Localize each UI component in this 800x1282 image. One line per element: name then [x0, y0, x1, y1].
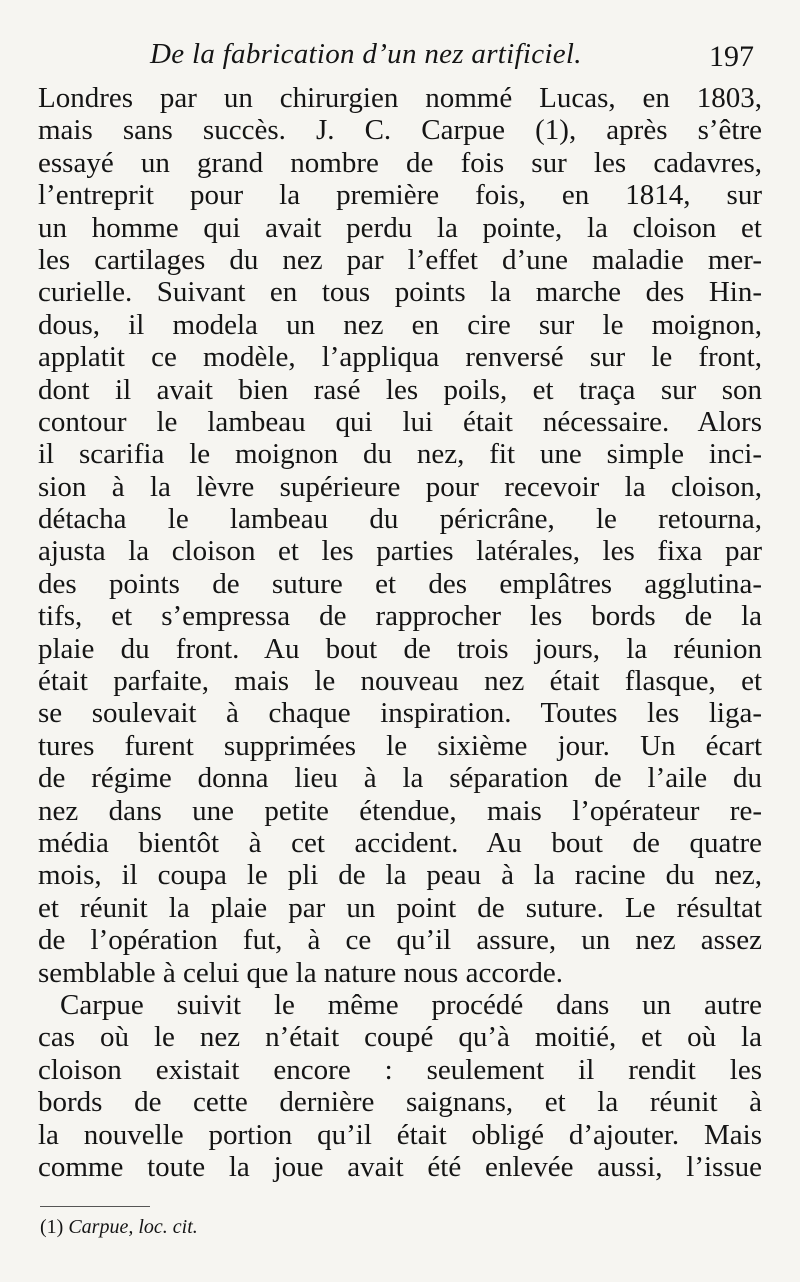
text-line: il scarifia le moignon du nez, fit une simple inci-	[38, 438, 762, 471]
footnote-rule	[40, 1206, 150, 1207]
text-line: était parfaite, mais le nouveau nez était flasque, et	[38, 665, 762, 698]
page-number: 197	[709, 40, 754, 73]
text-line: curielle. Suivant en tous points la marche des Hin-	[38, 276, 762, 309]
text-line: essayé un grand nombre de fois sur les cadavres,	[38, 146, 762, 179]
footnote	[40, 1216, 198, 1239]
text-line: cas où le nez n’était coupé qu’à moitié, et où la	[38, 1021, 762, 1054]
text-line: mais sans succès. J. C. Carpue (1), après s’être	[38, 114, 762, 147]
text-line: se soulevait à chaque inspiration. Toutes les liga-	[38, 697, 762, 730]
text-line: nez dans une petite étendue, mais l’opérateur re-	[38, 794, 762, 827]
footnote-text: Carpue, loc. cit.	[68, 1216, 198, 1238]
text-line: contour le lambeau qui lui était nécessaire. Alors	[38, 405, 762, 438]
text-line: ajusta la cloison et les parties latérales, les fixa par	[38, 535, 762, 568]
text-line: de l’opération fut, à ce qu’il assure, un nez assez	[38, 924, 762, 957]
text-line: sion à la lèvre supérieure pour recevoir la cloison,	[38, 470, 762, 503]
text-line: applatit ce modèle, l’appliqua renversé sur le front,	[38, 341, 762, 374]
text-line: les cartilages du nez par l’effet d’une maladie mer-	[38, 243, 762, 276]
text-line: et réunit la plaie par un point de suture. Le résultat	[38, 891, 762, 924]
text-line: dous, il modela un nez en cire sur le moignon,	[38, 308, 762, 341]
running-title: De la fabrication d’un nez artificiel.	[150, 38, 582, 70]
text-line: détacha le lambeau du péricrâne, le retourna,	[38, 503, 762, 536]
text-line: média bientôt à cet accident. Au bout de quatre	[38, 826, 762, 859]
text-line: semblable à celui que la nature nous accorde.	[38, 956, 563, 989]
text-line: bords de cette dernière saignans, et la réunit à	[38, 1086, 762, 1119]
body-text	[38, 82, 762, 1183]
text-line: la nouvelle portion qu’il était obligé d’ajouter. Mais	[38, 1118, 762, 1151]
text-line: Londres par un chirurgien nommé Lucas, en 1803,	[38, 82, 762, 114]
text-line: des points de suture et des emplâtres agglutina-	[38, 567, 762, 600]
text-line: Carpue suivit le même procédé dans un autre	[60, 988, 762, 1021]
text-line: comme toute la joue avait été enlevée aussi, l’issue	[38, 1150, 762, 1183]
text-line: de régime donna lieu à la séparation de l’aile du	[38, 762, 762, 795]
text-line: cloison existait encore : seulement il rendit les	[38, 1053, 762, 1086]
text-line: l’entreprit pour la première fois, en 1814, sur	[38, 179, 762, 212]
text-line: plaie du front. Au bout de trois jours, la réunion	[38, 632, 762, 665]
text-line: tures furent supprimées le sixième jour. Un écart	[38, 729, 762, 762]
text-line: mois, il coupa le pli de la peau à la racine du nez,	[38, 859, 762, 892]
text-line: dont il avait bien rasé les poils, et traça sur son	[38, 373, 762, 406]
text-line: un homme qui avait perdu la pointe, la cloison et	[38, 211, 762, 244]
text-line: tifs, et s’empressa de rapprocher les bords de la	[38, 600, 762, 633]
running-head	[40, 38, 762, 80]
footnote-marker: (1)	[40, 1216, 64, 1238]
